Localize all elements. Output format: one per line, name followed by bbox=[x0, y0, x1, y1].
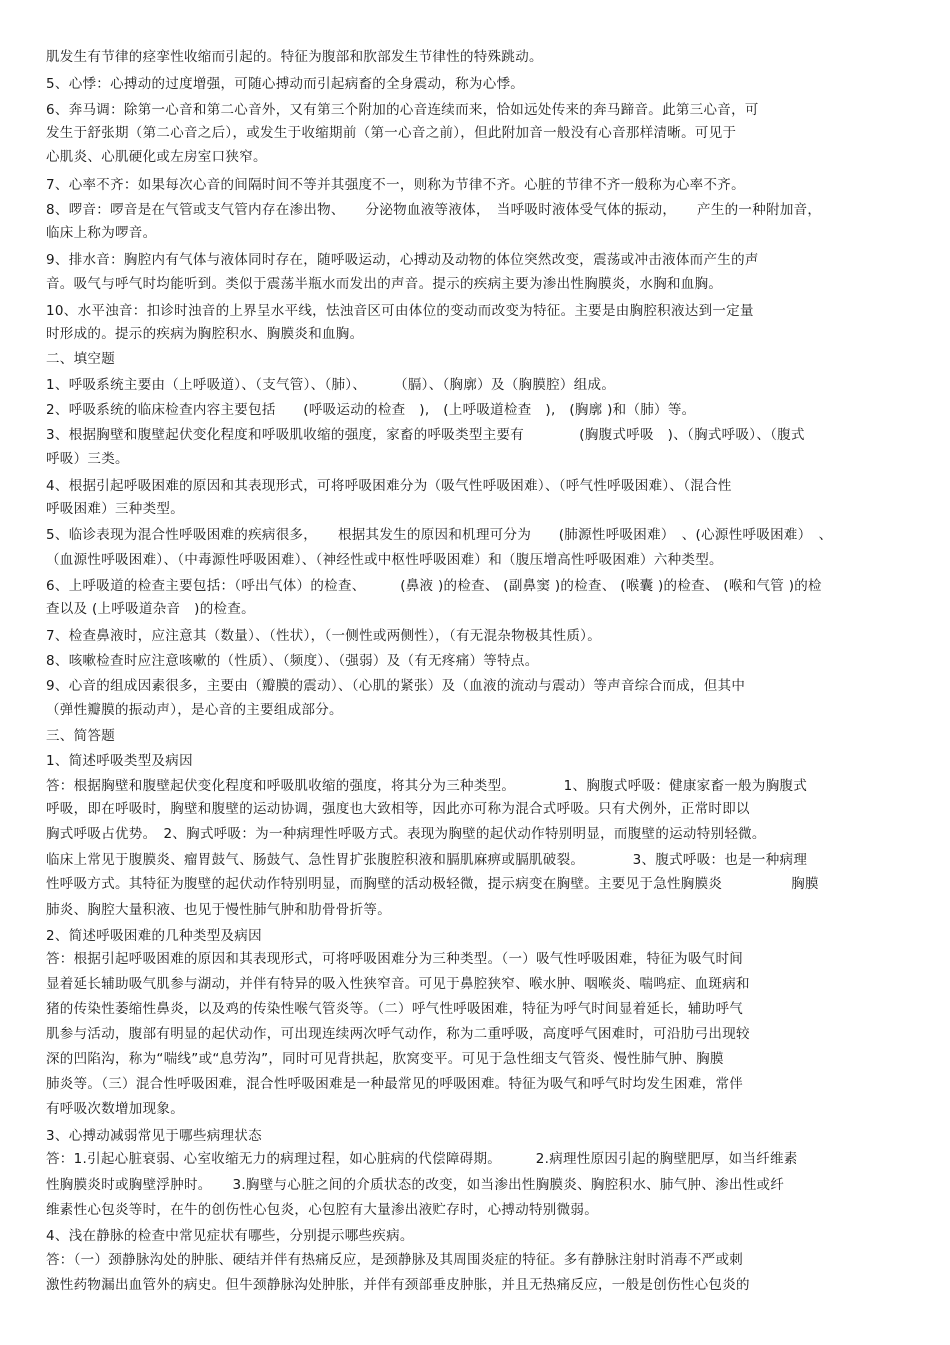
section-heading-short-answer: 三、简答题 bbox=[46, 728, 115, 744]
text-line: 呼吸）三类。 bbox=[46, 451, 129, 467]
text-line: 激性药物漏出血管外的病史。但牛颈静脉沟处肿胀，并伴有颈部垂皮肿胀，并且无热痛反应，一般是创伤性心包炎的 bbox=[46, 1277, 750, 1293]
text-line: 查以及 (上呼吸道杂音 )的检查。 bbox=[46, 601, 255, 617]
text-line: 猪的传染性萎缩性鼻炎，以及鸡的传染性喉气管炎等。（二）呼气性呼吸困难，特征为呼气时间显着延长，辅助呼气 bbox=[46, 1001, 744, 1017]
text-line: 音。吸气与呼气时均能听到。类似于震荡半瓶水而发出的声音。提示的疾病主要为渗出性胸膜炎，水胸和血胸。 bbox=[46, 276, 723, 292]
text-line: 显着延长辅助吸气肌参与湖动，并伴有特异的吸入性狭窄音。可见于鼻腔狭窄、喉水肿、咽喉炎、喘鸣症、血斑病和 bbox=[46, 976, 750, 992]
section-heading-fill-in: 二、填空题 bbox=[46, 351, 115, 367]
term-splashing-sound: 9、排水音：胸腔内有气体与液体同时存在，随呼吸运动，心搏动及动物的体位突然改变，震荡或冲击液体而产生的声 bbox=[46, 252, 759, 268]
term-rale: 8、啰音：啰音是在气管或支气管内存在渗出物、 分泌物血液等液体， 当呼吸时液体受气体的振动， 产生的一种附加音， bbox=[46, 202, 822, 218]
fill-question-9: 9、心音的组成因素很多，主要由（瓣膜的震动）、（心肌的紧张）及（血液的流动与震动）等声音综合而成，但其中 bbox=[46, 678, 746, 694]
text-line: 性呼吸方式。其特征为腹壁的起伏动作特别明显，而胸壁的活动极轻微，提示病变在胸壁。主要见于急性胸膜炎 胸膜 bbox=[46, 876, 819, 892]
text-line: 有呼吸次数增加现象。 bbox=[46, 1101, 184, 1117]
text-line: 性胸膜炎时或胸壁浮肿时。 3.胸壁与心脏之间的介质状态的改变，如当渗出性胸膜炎、胸腔积水、肺气肿、渗出性或纤 bbox=[46, 1177, 785, 1193]
text-line: （弹性瓣膜的振动声），是心音的主要组成部分。 bbox=[46, 702, 343, 718]
text-line: 胸式呼吸占优势。 2、胸式呼吸：为一种病理性呼吸方式。表现为胸壁的起伏动作特别明显，而腹壁的运动特别轻微。 bbox=[46, 826, 766, 842]
fill-question-6: 6、上呼吸道的检查主要包括：（呼出气体）的检查、 (鼻液 )的检查、 (副鼻窦 )的检查、 (喉囊 )的检查、 (喉和气管 )的检 bbox=[46, 578, 822, 594]
text-line: 肌参与活动，腹部有明显的起伏动作，可出现连续两次呼气动作，称为二重呼吸，高度呼气困难时，可沿肋弓出现较 bbox=[46, 1026, 750, 1042]
answer-4: 答：（一）颈静脉沟处的肿胀、硬结并伴有热痛反应，是颈静脉及其周围炎症的特征。多有静脉注射时消毒不严或刺 bbox=[46, 1252, 744, 1268]
text-line: 临床上称为啰音。 bbox=[46, 225, 157, 241]
fill-question-2: 2、呼吸系统的临床检查内容主要包括 (呼吸运动的检查 ), (上呼吸道检查 ), (胸廓 )和（肺）等。 bbox=[46, 402, 696, 418]
text-line: 临床上常见于腹膜炎、瘤胃鼓气、肠鼓气、急性胃扩张腹腔积液和膈肌麻痹或膈肌破裂。 3、腹式呼吸：也是一种病理 bbox=[46, 852, 808, 868]
fill-question-3: 3、根据胸壁和腹壁起伏变化程度和呼吸肌收缩的强度，家畜的呼吸类型主要有 (胸腹式呼吸 )、（胸式呼吸）、（腹式 bbox=[46, 427, 805, 443]
question-heading-2: 2、简述呼吸困难的几种类型及病因 bbox=[46, 928, 262, 944]
text-line: 肺炎等。（三）混合性呼吸困难，混合性呼吸困难是一种最常见的呼吸困难。特征为吸气和呼气时均发生困难，常伴 bbox=[46, 1076, 744, 1092]
fill-question-4: 4、根据引起呼吸困难的原因和其表现形式，可将呼吸困难分为（吸气性呼吸困难）、（呼气性呼吸困难）、（混合性 bbox=[46, 478, 732, 494]
term-palpitation: 5、心悸：心搏动的过度增强，可随心搏动而引起病畜的全身震动，称为心悸。 bbox=[46, 76, 525, 92]
question-heading-1: 1、简述呼吸类型及病因 bbox=[46, 753, 193, 769]
text-line: 肌发生有节律的痉挛性收缩而引起的。特征为腹部和肷部发生节律性的特殊跳动。 bbox=[46, 49, 543, 65]
text-line: 维素性心包炎等时，在牛的创伤性心包炎，心包腔有大量渗出液贮存时，心搏动特别微弱。 bbox=[46, 1202, 598, 1218]
question-heading-3: 3、心搏动减弱常见于哪些病理状态 bbox=[46, 1128, 262, 1144]
text-line: 肺炎、胸腔大量积液、也见于慢性肺气肿和肋骨骨折等。 bbox=[46, 902, 391, 918]
answer-2: 答：根据引起呼吸困难的原因和其表现形式，可将呼吸困难分为三种类型。（一）吸气性呼吸困难，特征为吸气时间 bbox=[46, 951, 744, 967]
question-heading-4: 4、浅在静脉的检查中常见症状有哪些，分别提示哪些疾病。 bbox=[46, 1228, 414, 1244]
answer-3: 答：1.引起心脏衰弱、心室收缩无力的病理过程，如心脏病的代偿障碍期。 2.病理性原因引起的胸壁肥厚，如当纤维素 bbox=[46, 1151, 798, 1167]
term-horizontal-dullness: 10、水平浊音：扣诊时浊音的上界呈水平线，怯浊音区可由体位的变动而改变为特征。主要是由胸腔积液达到一定量 bbox=[46, 303, 754, 319]
text-line: 深的凹陷沟，称为“喘线”或“息劳沟”，同时可见背拱起，肷窝变平。可见于急性细支气管炎、慢性肺气肿、胸膜 bbox=[46, 1051, 724, 1067]
term-gallop-rhythm: 6、奔马调：除第一心音和第二心音外，又有第三个附加的心音连续而来，恰如远处传来的奔马蹄音。此第三心音，可 bbox=[46, 102, 759, 118]
fill-question-1: 1、呼吸系统主要由（上呼吸道）、（支气管）、（肺）、 （膈）、（胸廓）及（胸膜腔）组成。 bbox=[46, 377, 616, 393]
text-line: 时形成的。提示的疾病为胸腔积水、胸膜炎和血胸。 bbox=[46, 326, 364, 342]
fill-question-5: 5、临诊表现为混合性呼吸困难的疾病很多， 根据其发生的原因和机理可分为 (肺源性呼吸困难） 、(心源性呼吸困难） 、 bbox=[46, 527, 833, 543]
text-line: 呼吸困难）三种类型。 bbox=[46, 501, 184, 517]
text-line: 心肌炎、心肌硬化或左房室口狭窄。 bbox=[46, 149, 267, 165]
text-line: 发生于舒张期（第二心音之后），或发生于收缩期前（第一心音之前），但此附加音一般没有心音那样清晰。可见于 bbox=[46, 125, 737, 141]
text-line: （血源性呼吸困难）、（中毒源性呼吸困难）、（神经性或中枢性呼吸困难）和（腹压增高性呼吸困难）六种类型。 bbox=[46, 552, 723, 568]
text-line: 呼吸，即在呼吸时，胸壁和腹壁的运动协调，强度也大致相等，因此亦可称为混合式呼吸。只有犬例外，正常时即以 bbox=[46, 801, 750, 817]
answer-1: 答：根据胸壁和腹壁起伏变化程度和呼吸肌收缩的强度，将其分为三种类型。 1、胸腹式呼吸：健康家畜一般为胸腹式 bbox=[46, 778, 808, 794]
fill-question-8: 8、咳嗽检查时应注意咳嗽的（性质）、（频度）、（强弱）及（有无疼痛）等特点。 bbox=[46, 653, 539, 669]
fill-question-7: 7、检查鼻液时，应注意其（数量）、（性状），（一侧性或两侧性），（有无混杂物极其性质）。 bbox=[46, 628, 602, 644]
term-arrhythmia: 7、心率不齐：如果每次心音的间隔时间不等并其强度不一，则称为节律不齐。心脏的节律不齐一般称为心率不齐。 bbox=[46, 177, 745, 193]
